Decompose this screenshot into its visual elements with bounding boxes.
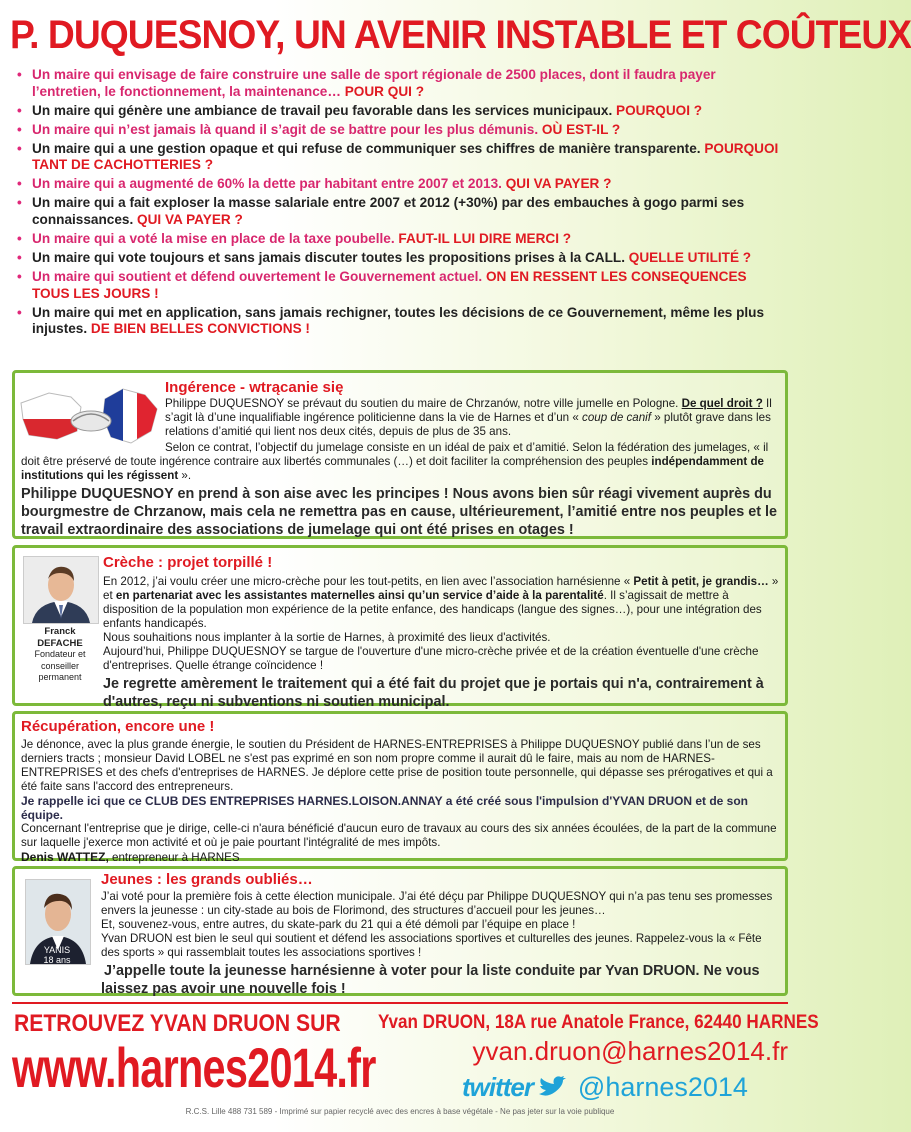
- panel-text: Et, souvenez-vous, entre autres, du skate-park du 21 qui a été démoli par l’équipe en place !: [101, 918, 576, 931]
- bullet-question: OÙ EST-IL ?: [541, 121, 621, 137]
- bullet-question: DE BIEN BELLES CONVICTIONS !: [90, 321, 310, 337]
- twitter-handle: @harnes2014: [577, 1072, 748, 1102]
- portrait-photo: [23, 556, 99, 624]
- bullet-item: [14, 269, 784, 302]
- bullet-text: Un maire qui envisage de faire construire une salle de sport régionale de 2500 places, dont il faudra payer l’entretien, le fonctionnement, la maintenance…: [32, 67, 716, 99]
- panel-jeunes: [12, 866, 788, 996]
- panel-text: Je rappelle ici que ce CLUB DES ENTREPRISES HARNES.LOISON.ANNAY a été créé sous l'impulsion d'YVAN DRUON et de son équipe.: [21, 794, 748, 822]
- panel-text: J’ai voté pour la première fois à cette élection municipale. J’ai été déçu par Philippe DUQUESNOY qui n’a pas tenu ses promesses envers la jeunesse : un city-stade au bois de Florimond, des structures d’accueil pour les jeunes…: [101, 890, 773, 917]
- panel-text: Nous souhaitions nous implanter à la sortie de Harnes, à proximité des lieux d'activités.: [103, 631, 551, 644]
- bullet-text: Un maire qui met en application, sans jamais rechigner, toutes les décisions de ce Gouvernement, même les plus injustes.: [32, 304, 765, 337]
- bullet-question: POURQUOI TANT DE CACHOTTERIES ?: [32, 140, 779, 173]
- signature: Denis WATTEZ, entrepreneur à HARNES: [21, 850, 240, 864]
- panel-bold-text: J’appelle toute la jeunesse harnésienne à voter pour la liste conduite par Yvan DRUON. Ne vous laissez pas avoir une nouvelle fois !: [101, 963, 760, 997]
- bullet-question: POUR QUI ?: [344, 83, 425, 99]
- panel-title: Récupération, encore une !: [21, 718, 215, 735]
- bullet-dot: •: [17, 195, 22, 211]
- bullet-text: Un maire qui génère une ambiance de travail peu favorable dans les services municipaux.: [32, 102, 617, 118]
- panel-bold-text: Je regrette amèrement le traitement qui a été fait du projet que je portais qui n'a, contrairement à d'autres, reçu ni subventions ni soutien municipal.: [103, 676, 764, 710]
- panel-title: Crèche : projet torpillé !: [103, 554, 273, 571]
- website-link[interactable]: www.harnes2014.fr: [12, 1036, 376, 1099]
- panel-title: Ingérence - wtrącanie się: [165, 379, 344, 396]
- bullet-item: [14, 67, 784, 100]
- email-link[interactable]: yvan.druon@harnes2014.fr: [472, 1036, 788, 1066]
- bullet-text: Un maire qui a fait exploser la masse salariale entre 2007 et 2012 (+30%) par des embauches à gogo parmi ses connaissances.: [32, 195, 745, 227]
- footer-divider: [12, 1002, 788, 1004]
- bullet-list: [14, 67, 784, 340]
- panel-ingerence: [12, 370, 788, 539]
- footer-find-us: RETROUVEZ YVAN DRUON SUR: [14, 1010, 341, 1037]
- bullet-question: FAUT-IL LUI DIRE MERCI ?: [398, 231, 572, 247]
- bullet-dot: •: [17, 269, 22, 285]
- panel-title: Jeunes : les grands oubliés…: [101, 871, 313, 888]
- bullet-question: ON EN RESSENT LES CONSEQUENCES TOUS LES JOURS !: [32, 269, 747, 301]
- page-title: P. DUQUESNOY, UN AVENIR INSTABLE ET COÛTEUX: [10, 13, 911, 57]
- bullet-item: [14, 141, 784, 174]
- panel-text: Yvan DRUON est bien le seul qui soutient et défend les associations sportives et culturelles des jeunes. Rappelez-vous la « Fête des sports » qui rassemblait toutes les associations sportives !: [101, 932, 762, 959]
- bullet-item: [14, 231, 784, 248]
- legal-notice: R.C.S. Lille 488 731 589 - Imprimé sur papier recyclé avec des encres à base végétale - Ne pas jeter sur la voie publique: [185, 1107, 615, 1116]
- bullet-text: Un maire qui soutient et défend ouvertement le Gouvernement actuel.: [32, 269, 486, 285]
- bullet-text: Un maire qui vote toujours et sans jamais discuter toutes les propositions prises à la CALL.: [32, 250, 629, 266]
- twitter-link[interactable]: [462, 1072, 748, 1103]
- bullet-dot: •: [17, 140, 22, 156]
- bullet-dot: •: [17, 231, 22, 247]
- bullet-dot: •: [17, 67, 22, 82]
- bullet-dot: •: [17, 102, 22, 118]
- bullet-text: Un maire qui a augmenté de 60% la dette par habitant entre 2007 et 2013.: [32, 176, 506, 192]
- portrait-caption: Franck DEFACHE Fondateur et conseiller permanent: [34, 626, 86, 682]
- bullet-item: [14, 305, 784, 338]
- panel-text: Concernant l'entreprise que je dirige, celle-ci n'aura bénéficié d'aucun euro de travaux au cours des six années écoulées, de la part de la commune sur laquelle j'exerce mon activité et où je paie pourtant l'intégralité de mes impôts.: [21, 822, 777, 849]
- panel-bold-text: Philippe DUQUESNOY en prend à son aise avec les principes ! Nous avons bien sûr réagi vivement auprès du bourgmestre de Chrzanow, mais cela ne remettra pas en cause, ultérieurement, l’amitié entre nos peuples et le travail extraordinaire des associations de jumelage qui ont été prises en otages !: [21, 486, 778, 538]
- bullet-text: Un maire qui a voté la mise en place de la taxe poubelle.: [32, 231, 399, 247]
- twitter-bird-icon: [537, 1076, 567, 1098]
- bullet-dot: •: [17, 250, 22, 266]
- bullet-dot: •: [17, 304, 22, 320]
- bullet-dot: •: [17, 176, 22, 192]
- bullet-question: QUELLE UTILITÉ ?: [628, 250, 752, 266]
- bullet-text: Un maire qui a une gestion opaque et qui refuse de communiquer ses chiffres de manière transparente.: [32, 140, 705, 156]
- panel-creche: [12, 545, 788, 710]
- bullet-item: [14, 122, 784, 139]
- panel-text: En 2012, j’ai voulu créer une micro-crèche pour les tout-petits, en lien avec l’association harnésienne « Petit à petit, je grandis… » et en partenariat avec les assistantes maternelles ainsi qu’un service d’aide à la parentalité. Il s’agissait de mettre à disposition de la population mon expérience de la petite enfance, des handicaps (langue des signes…), pour une intégration des enfants handicapés.: [103, 575, 779, 630]
- bullet-item: [14, 176, 784, 193]
- bullet-question: POURQUOI ?: [616, 102, 703, 118]
- bullet-item: [14, 250, 784, 267]
- portrait-caption: YANIS 18 ans: [43, 945, 71, 965]
- bullet-item: [14, 195, 784, 228]
- bullet-question: QUI VA PAYER ?: [505, 176, 612, 192]
- panel-text: Aujourd’hui, Philippe DUQUESNOY se targue de l'ouverture d'une micro-crèche privée et de la création éventuelle d'une crèche d'entreprises. Quelle étrange coïncidence !: [103, 645, 759, 672]
- panel-text: Philippe DUQUESNOY se prévaut du soutien du maire de Chrzanów, notre ville jumelle en Pologne. De quel droit ? Il s’agit là d’une inqualifiable ingérence politicienne dans la vie de Harnes et d’un « coup de canif » plutôt grave dans les relations d’amitié qui lient nos deux cités, depuis de plus de 35 ans.: [165, 397, 772, 438]
- bullet-question: QUI VA PAYER ?: [137, 211, 243, 227]
- panel-text: Je dénonce, avec la plus grande énergie, le soutien du Président de HARNES-ENTREPRISES à Philippe DUQUESNOY publié dans l’un de ses derniers tracts ; monsieur David LOBEL ne s'est pas exprimé en son nom propre comme il aurait dû le faire, mais au nom de HARNES-ENTREPRISES et des chefs d'entreprises de HARNES. Je déplore cette prise de position toute personnelle, qui dépasse ses prérogatives et qui a été faite sans l'accord des entrepreneurs.: [21, 738, 773, 793]
- bullet-dot: •: [17, 121, 22, 137]
- bullet-item: [14, 103, 784, 120]
- bullet-text: Un maire qui n’est jamais là quand il s’agit de se battre pour les plus démunis.: [32, 121, 542, 137]
- footer-address: Yvan DRUON, 18A rue Anatole France, 62440 HARNES: [378, 1012, 819, 1033]
- panel-text: Selon ce contrat, l’objectif du jumelage consiste en un idéal de paix et d’amitié. Selon la fédération des jumelages, « il doit être préservé de toute ingérence contraire aux libertés communales (…) et doit faciliter la compréhension des peuples indépendamment de institutions qui les régissent ».: [21, 441, 769, 482]
- twitter-logo-text: twitter: [462, 1072, 533, 1102]
- panel-recuperation: [12, 711, 788, 864]
